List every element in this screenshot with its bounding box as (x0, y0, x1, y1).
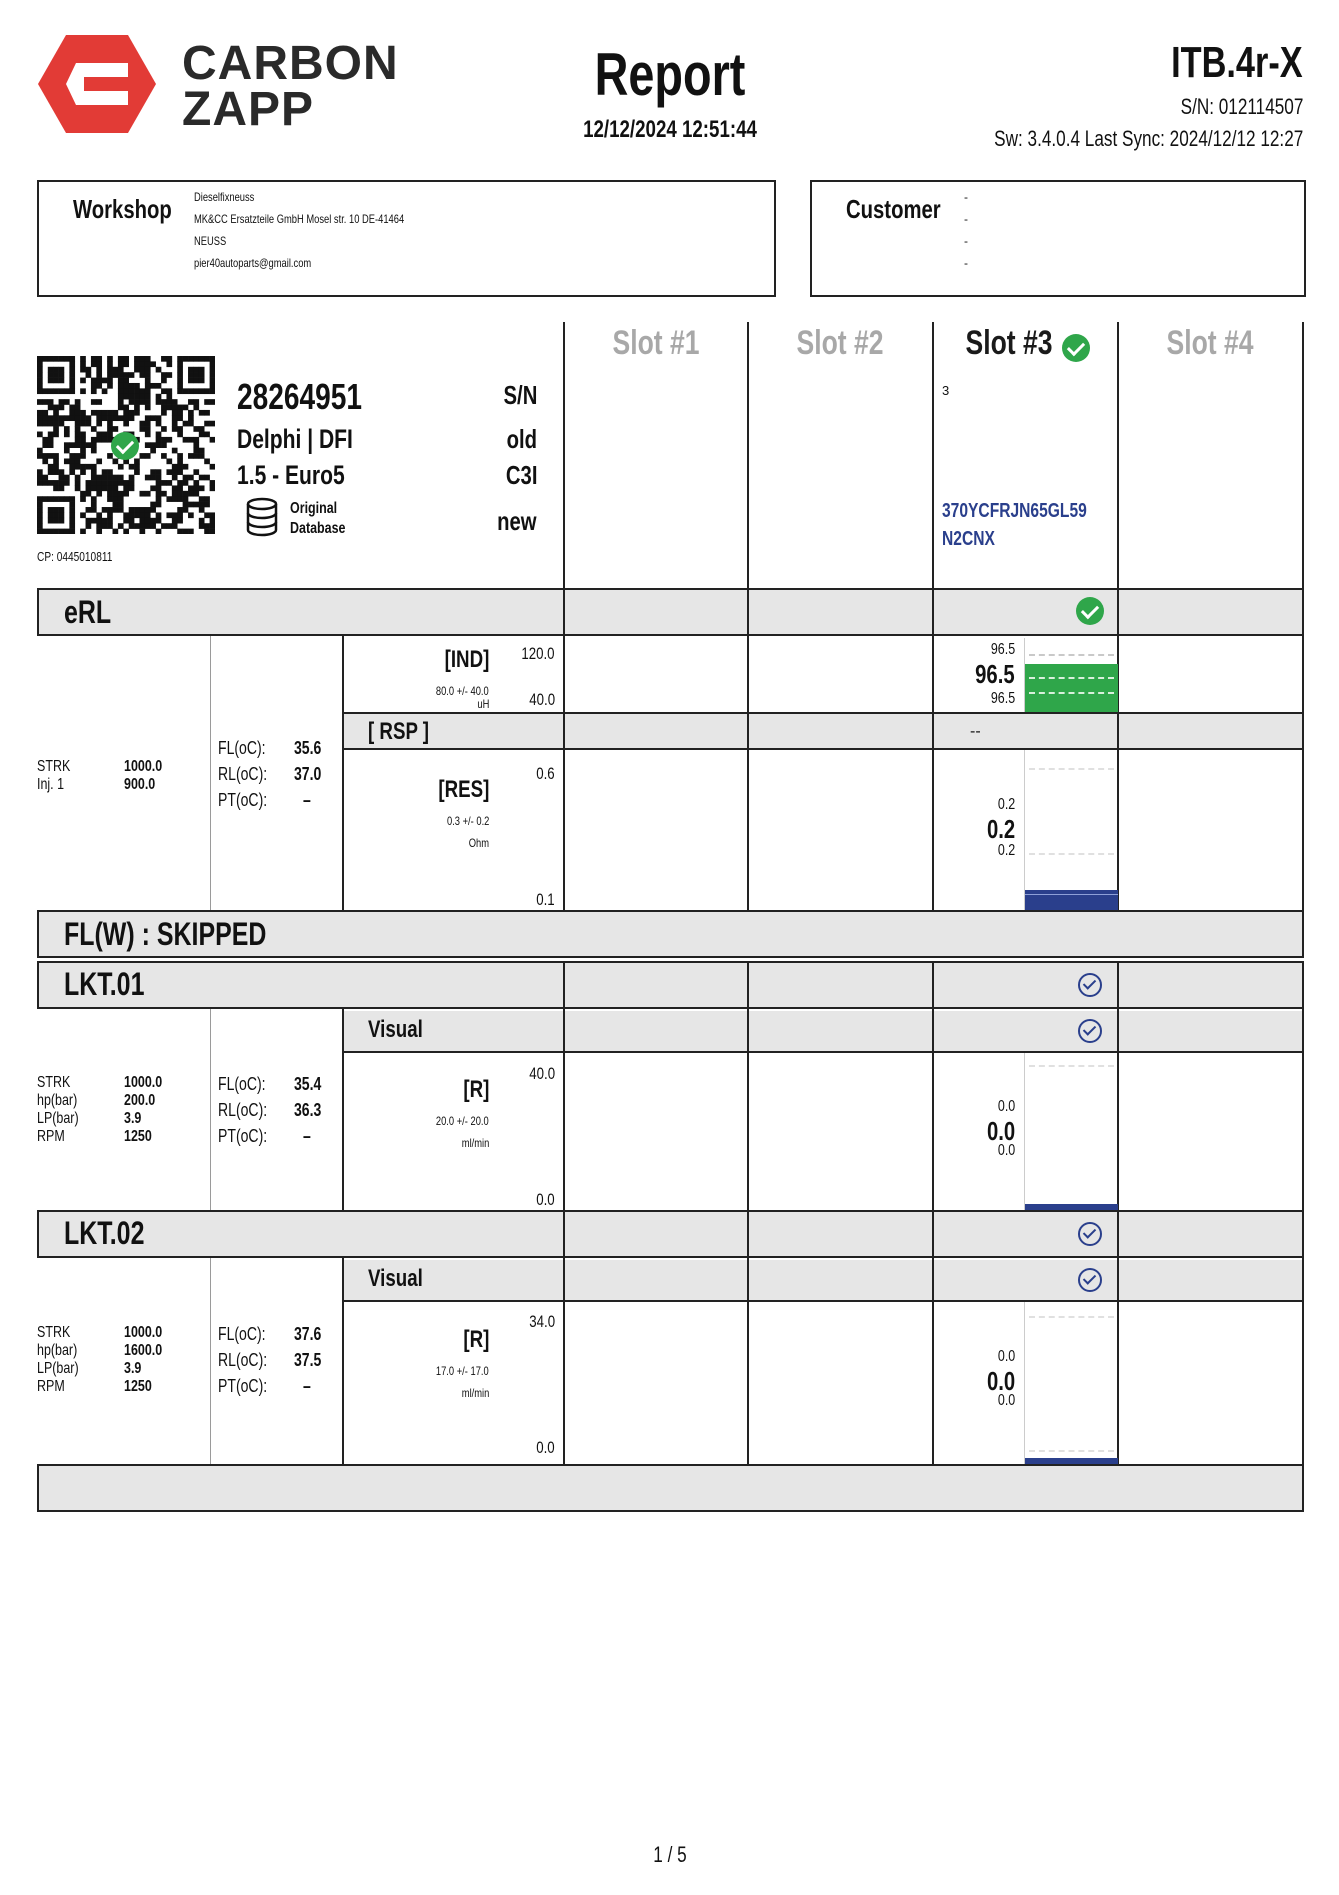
device-model: ITB.4r-X (1171, 38, 1303, 87)
column-divider (747, 322, 749, 588)
slot-3-serial: 3 (942, 383, 950, 398)
r-unit: ml/min (461, 1136, 489, 1150)
footer-bar (37, 1464, 1304, 1512)
workshop-line: MK&CC Ersatzteile GmbH Mosel str. 10 DE-41464 (194, 212, 405, 226)
ind-label: [IND] (444, 646, 489, 673)
column-divider (747, 588, 749, 636)
gauge-dash (1029, 654, 1114, 656)
temp-label: RL(oC): (218, 1100, 268, 1120)
res-slot3-value: 0.2 (986, 814, 1015, 844)
column-divider (1302, 322, 1304, 588)
lkt02-title: LKT.02 (64, 1215, 145, 1251)
workshop-line: pier40autoparts@gmail.com (194, 256, 312, 270)
row-divider (342, 1051, 1304, 1053)
column-divider (747, 961, 749, 1009)
param-label: LP(bar) (37, 1110, 79, 1127)
param-value: 1600.0 (124, 1342, 163, 1359)
temp-value: – (303, 1376, 311, 1396)
param-label: STRK (37, 1074, 71, 1091)
temp-label: RL(oC): (218, 764, 268, 784)
temp-value: 35.4 (294, 1074, 322, 1094)
visual-label: Visual (368, 1265, 423, 1292)
column-divider (563, 636, 565, 910)
column-divider (342, 636, 344, 910)
page-number: 1 / 5 (653, 1842, 687, 1867)
ind-slot3-top: 96.5 (990, 641, 1015, 658)
column-divider (1302, 1258, 1304, 1464)
injector-side-label: new (497, 506, 537, 536)
column-divider (932, 636, 934, 910)
green-check-icon (1076, 597, 1104, 625)
workshop-label: Workshop (73, 194, 172, 224)
column-divider (747, 714, 749, 748)
device-software: Sw: 3.4.0.4 Last Sync: 2024/12/12 12:27 (993, 126, 1303, 151)
temp-value: 35.6 (294, 738, 322, 758)
r-spec: 17.0 +/- 17.0 (436, 1364, 489, 1378)
workshop-box (37, 180, 776, 297)
res-spec: 0.3 +/- 0.2 (446, 814, 489, 828)
res-max: 0.6 (536, 764, 555, 783)
column-divider (563, 714, 565, 748)
temp-value: – (303, 790, 311, 810)
temp-value: – (303, 1126, 311, 1146)
visual-row (344, 1260, 1302, 1300)
injector-side-label: old (506, 424, 537, 454)
column-divider (563, 961, 565, 1009)
r-slot3-bottom: 0.0 (997, 1392, 1015, 1409)
workshop-line: NEUSS (194, 234, 227, 248)
ind-gauge (1024, 638, 1118, 712)
column-divider (1117, 1260, 1119, 1300)
temp-value: 37.0 (294, 764, 322, 784)
temp-label: FL(oC): (218, 1324, 266, 1344)
gauge-dash (1029, 1450, 1114, 1452)
res-slot3-bottom: 0.2 (997, 842, 1015, 859)
temp-label: FL(oC): (218, 1074, 266, 1094)
column-divider (747, 1210, 749, 1258)
device-serial: S/N: 012114507 (1180, 94, 1303, 119)
column-divider (932, 714, 934, 748)
r-label: [R] (463, 1076, 489, 1103)
param-label: Inj. 1 (37, 776, 65, 793)
param-label: STRK (37, 1324, 71, 1341)
green-check-icon (1062, 334, 1090, 362)
flw-title: FL(W) : SKIPPED (64, 916, 267, 952)
brand-logo (36, 33, 158, 135)
column-divider (1117, 1011, 1119, 1051)
section-divider (210, 1009, 211, 1210)
r-min: 0.0 (536, 1438, 555, 1457)
rsp-row (344, 714, 1302, 748)
column-divider (1117, 322, 1119, 588)
column-divider (932, 1210, 934, 1258)
rsp-slot3: -- (970, 723, 981, 740)
param-label: hp(bar) (37, 1092, 78, 1109)
temp-label: RL(oC): (218, 1350, 268, 1370)
column-divider (747, 636, 749, 910)
r-max: 40.0 (529, 1064, 555, 1083)
blue-check-circle-icon (1078, 1019, 1102, 1043)
r-slot3-value: 0.0 (986, 1366, 1015, 1396)
res-slot3-top: 0.2 (997, 796, 1015, 813)
ind-gauge-fill (1025, 664, 1118, 712)
slot-3-code: N2CNX (942, 528, 995, 550)
erl-header-bar (37, 588, 1304, 636)
temp-label: PT(oC): (218, 1376, 268, 1396)
slot-1-header: Slot #1 (612, 324, 700, 362)
injector-code: 28264951 (237, 376, 362, 417)
column-divider (932, 961, 934, 1009)
brand-name-line1: CARBON (182, 37, 399, 90)
injector-side-label: S/N (503, 380, 537, 410)
report-title: Report (594, 41, 746, 108)
visual-label: Visual (368, 1016, 423, 1043)
green-check-icon (111, 432, 139, 460)
param-value: 1000.0 (124, 758, 163, 775)
row-divider (342, 748, 1304, 750)
param-value: 200.0 (124, 1092, 156, 1109)
blue-check-circle-icon (1078, 973, 1102, 997)
ind-unit: uH (477, 697, 489, 711)
temp-label: PT(oC): (218, 1126, 268, 1146)
param-label: STRK (37, 758, 71, 775)
customer-line: - (964, 212, 968, 226)
gauge-dash (1029, 1065, 1114, 1067)
slot-2-header: Slot #2 (796, 324, 884, 362)
row-divider (342, 1300, 1304, 1302)
column-divider (932, 322, 934, 588)
r-slot3-value: 0.0 (986, 1116, 1015, 1146)
lkt02-header-bar (37, 1210, 1304, 1258)
param-value: 900.0 (124, 776, 156, 793)
gauge-dash (1029, 768, 1114, 770)
erl-title: eRL (64, 594, 112, 630)
temp-value: 37.6 (294, 1324, 322, 1344)
param-label: RPM (37, 1128, 65, 1145)
lkt01-header-bar (37, 961, 1304, 1009)
section-divider (210, 1258, 211, 1464)
customer-line: - (964, 256, 968, 270)
param-value: 1250 (124, 1378, 152, 1395)
param-value: 3.9 (124, 1360, 142, 1377)
param-value: 3.9 (124, 1110, 142, 1127)
injector-engine: 1.5 - Euro5 (237, 460, 345, 490)
slot-3-header: Slot #3 (965, 324, 1053, 362)
gauge-dash (1029, 853, 1114, 855)
res-min: 0.1 (536, 890, 555, 909)
ind-spec: 80.0 +/- 40.0 (436, 684, 489, 698)
column-divider (563, 1210, 565, 1258)
blue-check-circle-icon (1078, 1222, 1102, 1246)
workshop-line: Dieselfixneuss (194, 190, 255, 204)
column-divider (563, 588, 565, 636)
column-divider (747, 1011, 749, 1051)
database-icon (245, 497, 279, 537)
param-label: RPM (37, 1378, 65, 1395)
column-divider (1302, 636, 1304, 910)
ind-slot3-bottom: 96.5 (990, 690, 1015, 707)
column-divider (747, 1260, 749, 1300)
visual-row (344, 1011, 1302, 1051)
temp-label: FL(oC): (218, 738, 266, 758)
column-divider (563, 1260, 565, 1300)
column-divider (563, 1011, 565, 1051)
column-divider (932, 588, 934, 636)
report-datetime: 12/12/2024 12:51:44 (583, 116, 757, 143)
gauge-dash (1025, 894, 1118, 895)
slot-4-header: Slot #4 (1166, 324, 1254, 362)
res-gauge (1024, 750, 1118, 910)
column-divider (1117, 1210, 1119, 1258)
injector-side-label: C3I (505, 460, 537, 490)
param-value: 1000.0 (124, 1074, 163, 1091)
database-label-2: Database (290, 520, 346, 537)
ind-min: 40.0 (529, 690, 555, 709)
column-divider (1117, 961, 1119, 1009)
res-label: [RES] (438, 776, 489, 803)
column-divider (1117, 714, 1119, 748)
brand-name-line2: ZAPP (182, 83, 315, 136)
param-value: 1000.0 (124, 1324, 163, 1341)
r-max: 34.0 (529, 1312, 555, 1331)
gauge-dash (1029, 1316, 1114, 1318)
column-divider (1302, 1009, 1304, 1210)
lkt01-title: LKT.01 (64, 966, 145, 1002)
param-label: hp(bar) (37, 1342, 78, 1359)
customer-line: - (964, 234, 968, 248)
column-divider (563, 322, 565, 588)
param-label: LP(bar) (37, 1360, 79, 1377)
column-divider (932, 1260, 934, 1300)
blue-check-circle-icon (1078, 1268, 1102, 1292)
temp-label: PT(oC): (218, 790, 268, 810)
gauge-dash (1029, 677, 1114, 679)
r-spec: 20.0 +/- 20.0 (436, 1114, 489, 1128)
slot-3-code: 370YCFRJN65GL59 (942, 500, 1087, 522)
temp-value: 37.5 (294, 1350, 322, 1370)
rsp-label: [ RSP ] (368, 718, 430, 745)
r-min: 0.0 (536, 1190, 555, 1209)
customer-line: - (964, 190, 968, 204)
res-unit: Ohm (468, 836, 489, 850)
column-divider (1117, 588, 1119, 636)
section-divider (210, 636, 211, 910)
ind-max: 120.0 (521, 644, 555, 663)
res-gauge-fill (1025, 890, 1118, 910)
r-unit: ml/min (461, 1386, 489, 1400)
gauge-dash (1029, 692, 1114, 694)
r-gauge (1024, 1053, 1118, 1210)
r-slot3-top: 0.0 (997, 1098, 1015, 1115)
injector-brand: Delphi | DFI (237, 424, 353, 454)
temp-value: 36.3 (294, 1100, 322, 1120)
r-gauge (1024, 1302, 1118, 1464)
database-label-1: Original (290, 500, 338, 517)
r-slot3-bottom: 0.0 (997, 1142, 1015, 1159)
param-value: 1250 (124, 1128, 152, 1145)
customer-box (810, 180, 1306, 297)
cp-number: CP: 0445010811 (37, 549, 113, 564)
r-slot3-top: 0.0 (997, 1348, 1015, 1365)
ind-slot3-value: 96.5 (975, 659, 1015, 689)
column-divider (932, 1011, 934, 1051)
customer-label: Customer (846, 194, 941, 224)
r-label: [R] (463, 1326, 489, 1353)
